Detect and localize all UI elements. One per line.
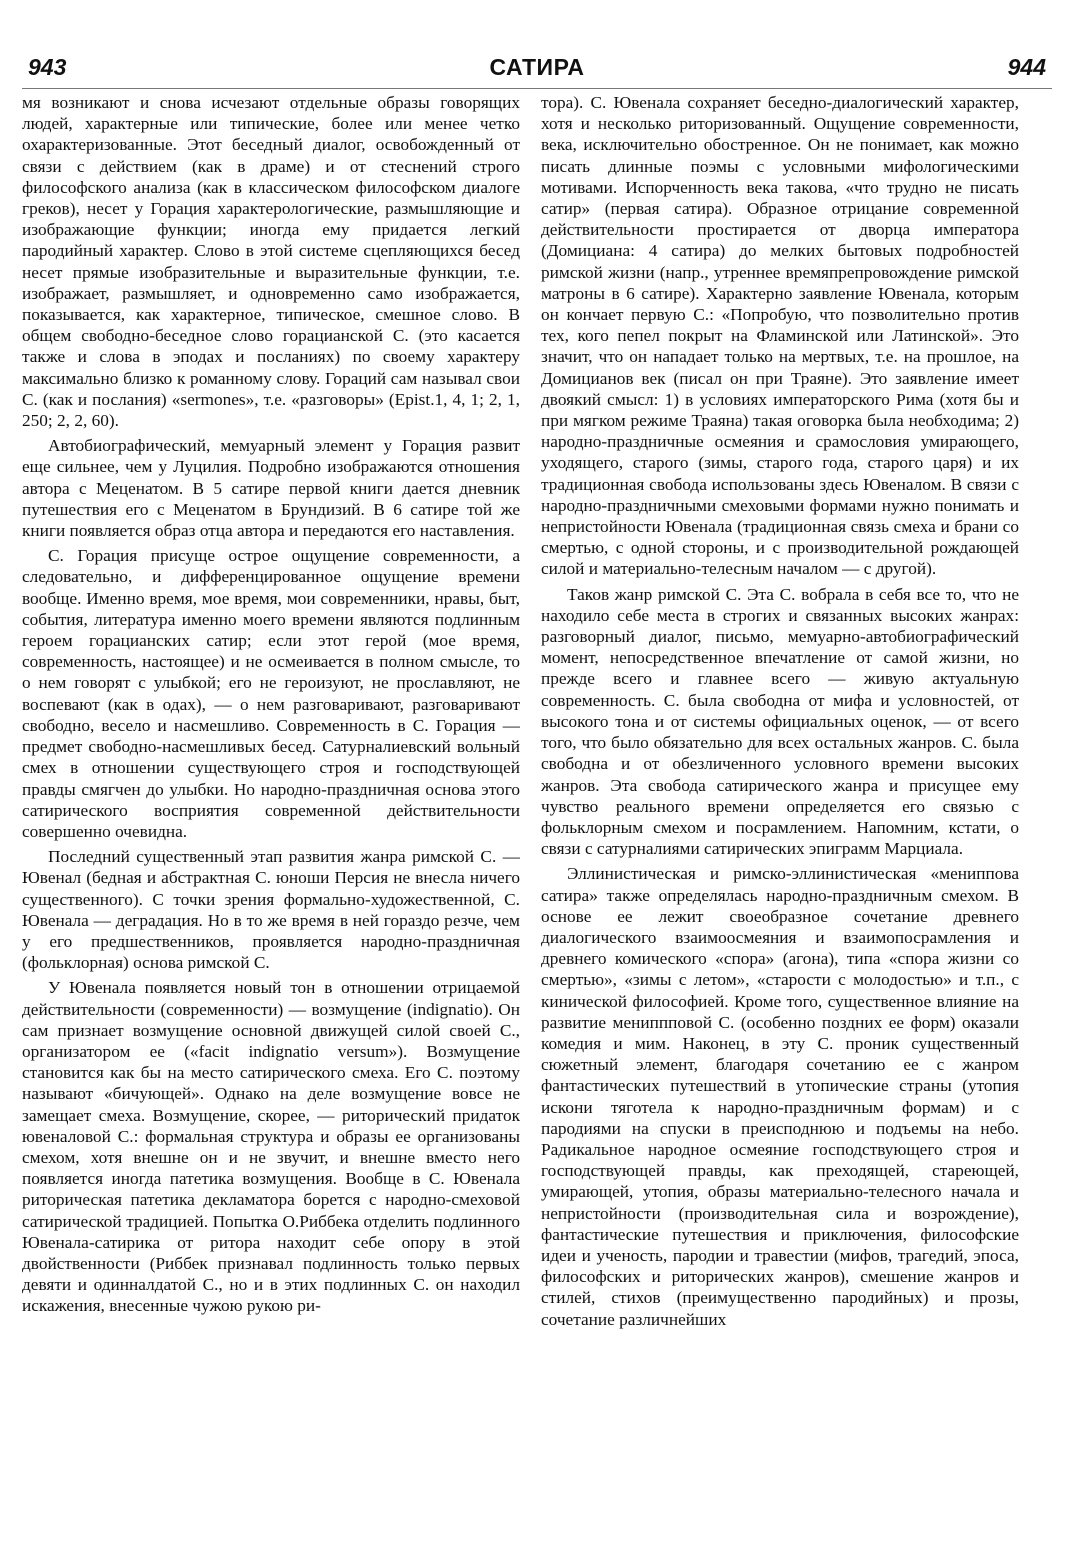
page-number-left: 943 <box>28 54 67 80</box>
paragraph: Автобиографический, мемуарный элемент у Горация развит еще сильнее, чем у Луцилия. Подробно изображаются отношения автора с Меценатом. В 5 сатире первой книги дается дневник путешествия его с Меценатом в Брундизий. В 6 сатире той же книги появляется образ отца автора и передаются его наставления. <box>22 436 520 541</box>
right-text-column <box>541 92 1019 1542</box>
page-number-right: 944 <box>1007 54 1046 80</box>
paragraph: Эллинистическая и римско-эллинистическая «мениппова сатира» также определялась народно-праздничным смехом. В основе ее лежит своеобразное сочетание древнего диалогического взаимоосмеяния и взаимопосрамления и древнего комического «спора» (агона), типа «спора жизни со смертью», «зимы с летом», «старости с молодостью» и т.п., с кинической философией. Кроме того, существенное влияние на развитие мениппповой С. (особенно поздних ее форм) оказали комедия и мим. Наконец, в эту С. проник существенный сюжетный элемент, благодаря сочетанию ее с жанром фантастических путешествий в утопические страны (утопия искони тяготела к народно-праздничным формам) и с пародиями на спуски в преисподнюю и подъемы на небо. Радикальное народное осмеяние господствующего строя и господствующей правды, как преходящей, стареющей, умирающей, утопия, образы материально-телесного начала и непристойности (производительная сила и возрождение), фантастические путешествия и приключения, философские идеи и ученость, пародии и травестии (мифов, трагедий, эпоса, философских и риторических жанров), смешение жанров и стилей, стихов (преимущественно пародийных) и прозы, сочетание различнейших <box>541 864 1019 1329</box>
paragraph: У Ювенала появляется новый тон в отношении отрицаемой действительности (современности) — возмущение (indignatio). Он сам признает возмущение основной движущей силой своей С., организатором ее («facit indignatio versum»). Возмущение становится как бы на место сатирического смеха. Его С. поэтому называют «бичующей». Однако на деле возмущение вовсе не замещает смеха. Возмущение, скорее, — риторический придаток ювеналовой С.: формальная структура и образы ее организованы смехом, хотя внешне он и не звучит, и внешне вместо него появляется иногда патетика возмущения. Вообще в С. Ювенала риторическая патетика декламатора борется с народно-смеховой сатирической традицией. Попытка О.Риббека отделить подлинного Ювенала-сатирика от ритора находит себе опору в этой двойственности (Риббек признавал подлинность только первых девяти и одинналдатой С., но и в этих подлинных С. он находил искажения, внесенные чужою рукою ри- <box>22 978 520 1316</box>
left-text-column <box>22 92 520 1542</box>
paragraph: Таков жанр римской С. Эта С. вобрала в себя все то, что не находило себе места в строгих и связанных высоких жанрах: разговорный диалог, письмо, мемуарно-автобиографический момент, непосредственное впечатление от самой жизни, но прежде всего и главнее всего — живую актуальную современность. С. была свободна от мифа и условностей, от высокого тона и от системы официальных оценок, — от всего того, что было обязательно для всех остальных жанров. С. была свободна и от обезличенного условного времени высоких жанров. Эта свобода сатирического жанра и присущее ему чувство реального времени определяется его связью с фольклорным смехом и посрамлением. Напомним, кстати, о связи с сатурналиями сатирических эпиграмм Марциала. <box>541 584 1019 859</box>
paragraph: Последний существенный этап развития жанра римской С. — Ювенал (бедная и абстрактная С. юноши Персия не внесла ничего существенного). С точки зрения формально-художественной, С. Ювенала — деградация. Но в то же время в ней гораздо резче, чем у его предшественников, проявляется народно-праздничная (фольклорная) основа римской С. <box>22 847 520 973</box>
paragraph: тора). С. Ювенала сохраняет беседно-диалогический характер, хотя и несколько риторизованный. Ощущение современности, века, исключительно обостренное. Он не понимает, как можно писать длинные поэмы с условными мифологическими мотивами. Испорченность века такова, «что трудно не писать сатир» (первая сатира). Образное отрицание современной действительности простирается от дворца императора (Домициана: 4 сатира) до мелких бытовых подробностей римской жизни (напр., утреннее времяпрепровождение римской матроны в 6 сатире). Характерно заявление Ювенала, которым он кончает первую С.: «Попробую, что позволительно против тех, кого пепел покрыт на Фламинской или Латинской». Это значит, что он нападает только на мертвых, т.е. на прошлое, на Домицианов век (писал он при Траяне). Это заявление имеет двоякий смысл: 1) в условиях императорского Рима (хотя бы и при мягком режиме Траяна) такая оговорка была необходима; 2) народно-праздничные осмеяния и срамословия умирающего, уходящего, старого (зимы, старого года, старого царя) и их традиционная свобода использованы здесь Ювеналом. В связи с народно-праздничными смеховыми формами нужно понимать и непристойности Ювенала (традиционная связь смеха и брани со смертью, с одной стороны, и с производительной рождающей силой и материально-телесным началом — с другой). <box>541 93 1019 579</box>
header-rule <box>22 88 1052 89</box>
paragraph: мя возникают и снова исчезают отдельные образы говорящих людей, характерные или типические, более или менее четко охарактеризованные. Этот беседный диалог, освобожденный от связи с действием (как в драме) и от стеснений строго философского анализа (как в классическом философском диалоге греков), несет у Горация характерологические, размышляющие и изображающие функции; иногда ему придается легкий пародийный характер. Слово в этой системе сцепляющихся бесед несет прямые изобразительные и выразительные функции, т.е. изображает, размышляет, и одновременно само изображается, показывается, как характерное, типическое, смешное слово. В общем свободно-беседное слово горацианской С. (это касается также и слова в эподах и посланиях) по своему характеру максимально близко к романному слову. Гораций сам называл свои С. (как и послания) «sermones», т.е. «разговоры» (Epist.1, 4, 1; 2, 1, 250; 2, 2, 60). <box>22 93 520 431</box>
page-header <box>22 52 1052 86</box>
paragraph: С. Горация присуще острое ощущение современности, а следовательно, и дифференцированное ощущение времени вообще. Именно время, мое время, мои современники, нравы, быт, события, литература именно моего времени являются подлинным героем горацианских сатир; если этот герой (мое время, современность, настоящее) и не осмеивается в полном смысле, то о нем говорят с улыбкой; его не героизуют, не прославляют, не воспевают (как в одах), — о нем разговаривают, разговаривают свободно, весело и насмешливо. Современность в С. Горация — предмет свободно-насмешливых бесед. Сатурналиевский вольный смех в отношении существующего строя и господствующей правды смягчен до улыбки. Но народно-праздничная основа этого сатирического восприятия современной действительности совершенно очевидна. <box>22 546 520 841</box>
running-title: САТИРА <box>489 54 585 80</box>
